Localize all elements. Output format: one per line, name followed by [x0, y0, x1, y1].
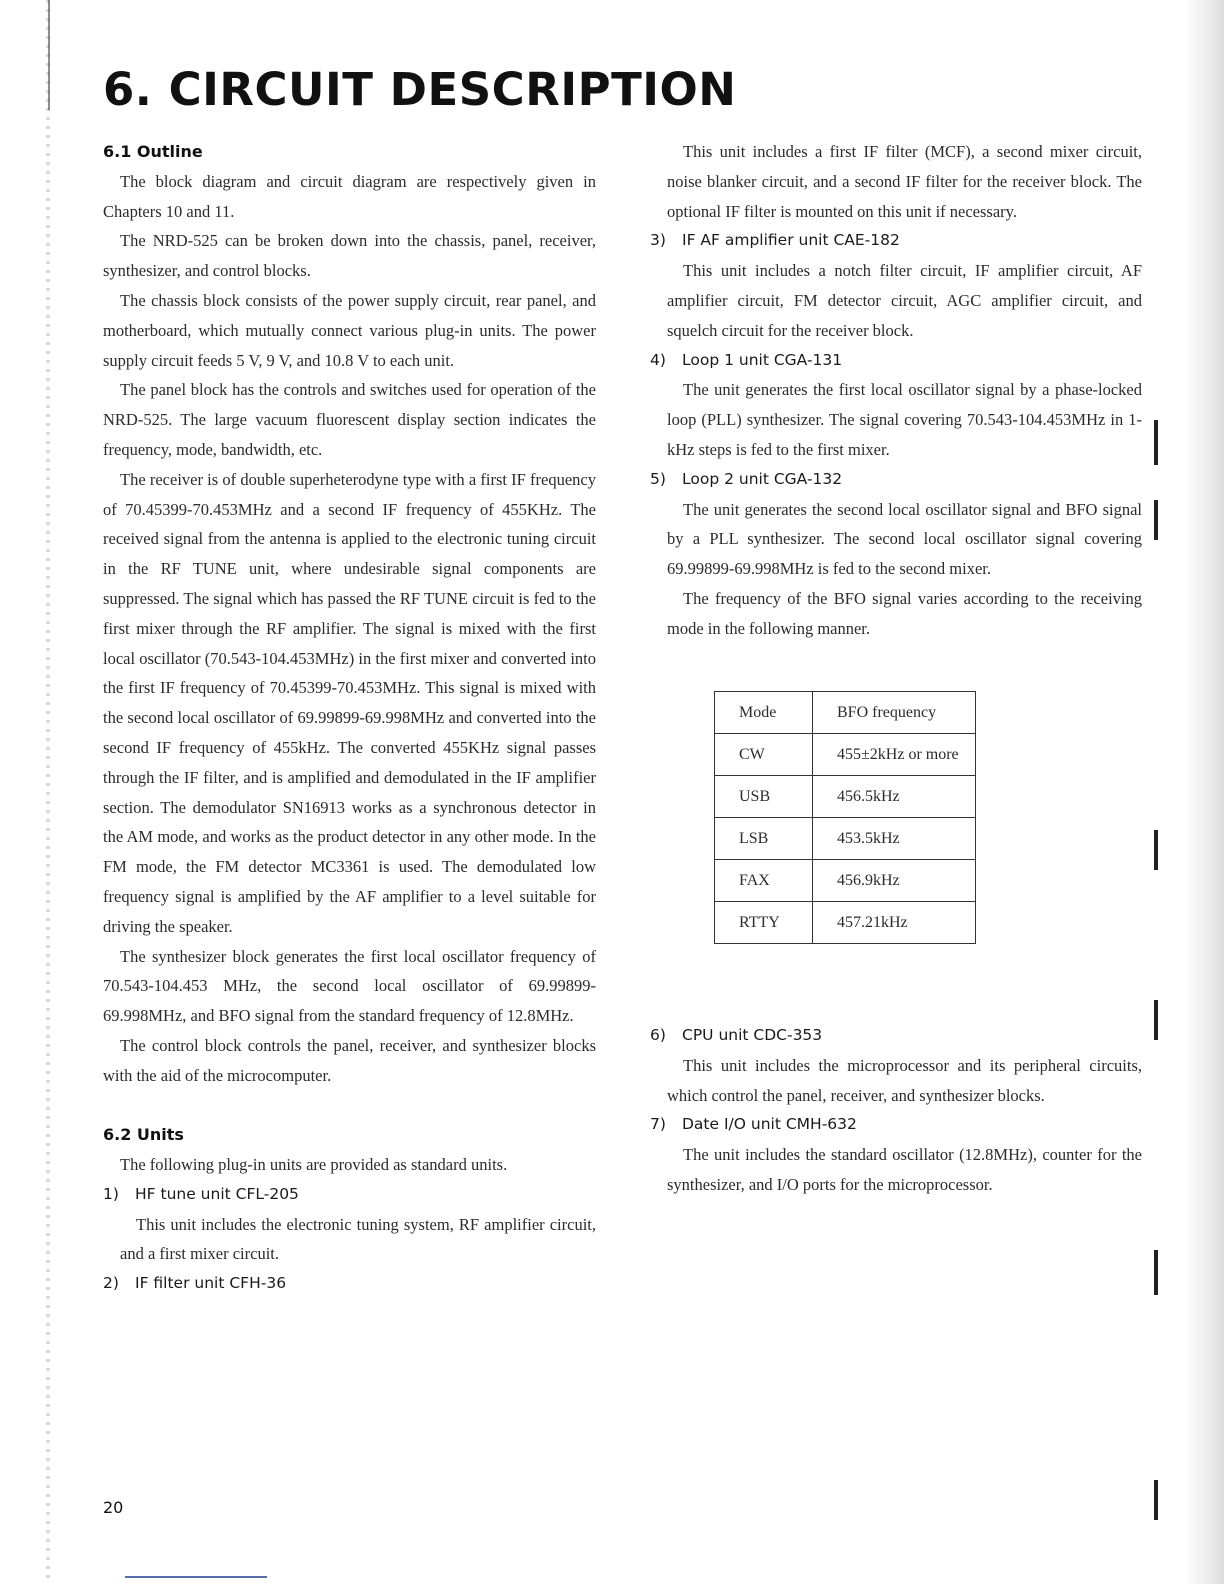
section-heading-units: 6.2 Units [103, 1125, 184, 1145]
unit-name: Loop 1 unit CGA-131 [682, 350, 843, 369]
paragraph: The panel block has the controls and switches used for operation of the NRD-525. The large vacuum fluorescent display section indicates the frequency, mode, bandwidth, etc. [103, 380, 596, 459]
unit-number: 3) [650, 231, 666, 250]
unit-number: 4) [650, 350, 666, 369]
table-header-row [715, 692, 976, 734]
unit-description: The unit generates the first local oscillator signal by a phase-locked loop (PLL) synthesizer. The signal covering 70.543-104.453MHz in 1-kHz steps is fed to the first mixer. [667, 380, 1142, 459]
unit-number: 2) [103, 1274, 119, 1293]
unit-name: IF filter unit CFH-36 [135, 1274, 287, 1293]
scan-shadow-right [1134, 0, 1224, 1584]
left-column [103, 137, 596, 1299]
paragraph: The following plug-in units are provided as standard units. [120, 1155, 508, 1175]
paragraph: The chassis block consists of the power supply circuit, rear panel, and motherboard, which mutually connect various plug-in units. The power supply circuit feeds 5 V, 9 V, and 10.8 V to each unit. [103, 290, 596, 370]
unit-name: Loop 2 unit CGA-132 [682, 469, 843, 488]
paragraph: The receiver is of double superheterodyne type with a first IF frequency of 70.45399-70.453MHz and a second IF frequency of 455KHz. The received signal from the antenna is applied to the electronic tuning circuit in the RF TUNE unit, where undesirable signal components are suppressed. The signal which has passed the RF TUNE circuit is fed to the first mixer through the RF amplifier. The signal is mixed with the first local oscillator (70.543-104.453MHz) in the first mixer and converted into the first IF frequency of 70.45399-70.453MHz. This signal is mixed with the second local oscillator of 69.99899-69.998MHz and converted into the second IF frequency of 455kHz. The converted 455KHz signal passes through the IF filter, and is amplified and demodulated in the IF amplifier section. The demodulator SN16913 works as a synchronous detector in the AM mode, and works as the product detector in any other mode. In the FM mode, the FM detector MC3361 is used. The demodulated low frequency signal is amplified by the AF amplifier to a level suitable for driving the speaker. [103, 469, 596, 936]
right-column [650, 137, 1142, 644]
unit-title [103, 1269, 596, 1299]
unit-name: HF tune unit CFL-205 [135, 1184, 299, 1203]
unit-number: 5) [650, 469, 666, 488]
table-cell-mode: FAX [715, 860, 813, 902]
scan-mark-right [1154, 1480, 1158, 1520]
scan-mark-right [1154, 1250, 1158, 1295]
scan-mark-right [1154, 420, 1158, 465]
unit-description: This unit includes the microprocessor and its peripheral circuits, which control the panel, receiver, and synthesizer blocks. [667, 1055, 1142, 1105]
scan-mark-right [1154, 830, 1158, 870]
table-header-bfo: BFO frequency [813, 692, 976, 734]
scan-edge-left [46, 0, 50, 1584]
unit-title [650, 226, 1142, 256]
unit-title [650, 465, 1142, 495]
paragraph: The control block controls the panel, receiver, and synthesizer blocks with the aid of the microcomputer. [103, 1035, 596, 1085]
table-cell-bfo: 457.21kHz [813, 902, 976, 944]
scan-mark-right [1154, 1000, 1158, 1040]
unit-description: The frequency of the BFO signal varies according to the receiving mode in the following manner. [667, 588, 1142, 638]
table-row [715, 860, 976, 902]
page-title: 6. CIRCUIT DESCRIPTION [103, 63, 737, 116]
section-heading-outline: 6.1 Outline [103, 142, 203, 161]
table-cell-bfo: 456.9kHz [813, 860, 976, 902]
unit-description: This unit includes a notch filter circuit, IF amplifier circuit, AF amplifier circuit, FM detector circuit, AGC amplifier circuit, and squelch circuit for the receiver block. [667, 261, 1142, 340]
table-cell-mode: RTTY [715, 902, 813, 944]
unit-title [650, 1021, 1142, 1051]
table-cell-mode: USB [715, 776, 813, 818]
paragraph: The synthesizer block generates the first local oscillator frequency of 70.543-104.453 MHz, the second local oscillator of 69.99899-69.998MHz, and BFO signal from the standard frequency of 12.8MHz. [103, 946, 596, 1026]
bfo-frequency-table [714, 691, 976, 944]
unit-number: 6) [650, 1026, 666, 1044]
table-row [715, 776, 976, 818]
unit-name: Date I/O unit CMH-632 [682, 1115, 857, 1134]
scan-mark-left [48, 0, 50, 110]
unit-description: This unit includes a first IF filter (MCF), a second mixer circuit, noise blanker circuit, and a second IF filter for the receiver block. The optional IF filter is mounted on this unit if necessary. [667, 142, 1142, 221]
page-number: 20 [103, 1498, 124, 1517]
bottom-link-line [125, 1576, 267, 1578]
unit-name: IF AF amplifier unit CAE-182 [682, 231, 900, 250]
unit-description: This unit includes the electronic tuning system, RF amplifier circuit, and a first mixer circuit. [120, 1214, 596, 1264]
table-header-mode: Mode [715, 692, 813, 734]
table-cell-mode: LSB [715, 818, 813, 860]
unit-number: 7) [650, 1115, 666, 1134]
unit-title [650, 346, 1142, 376]
table-cell-mode: CW [715, 734, 813, 776]
table-row [715, 734, 976, 776]
table-cell-bfo: 453.5kHz [813, 818, 976, 860]
right-column-lower [650, 1021, 1142, 1200]
unit-title [103, 1180, 596, 1210]
table-row [715, 902, 976, 944]
scan-mark-right [1154, 500, 1158, 540]
unit-title [650, 1110, 1142, 1140]
table-cell-bfo: 455±2kHz or more [813, 734, 976, 776]
unit-description: The unit generates the second local oscillator signal and BFO signal by a PLL synthesizer. The second local oscillator signal covering 69.99899-69.998MHz is fed to the second mixer. [667, 499, 1142, 579]
unit-description: The unit includes the standard oscillator (12.8MHz), counter for the synthesizer, and I/O ports for the microprocessor. [667, 1145, 1142, 1194]
unit-name: CPU unit CDC-353 [682, 1026, 823, 1044]
paragraph: The NRD-525 can be broken down into the chassis, panel, receiver, synthesizer, and control blocks. [103, 231, 596, 281]
paragraph: The block diagram and circuit diagram are respectively given in Chapters 10 and 11. [103, 171, 596, 221]
unit-number: 1) [103, 1184, 119, 1203]
table-row [715, 818, 976, 860]
table-cell-bfo: 456.5kHz [813, 776, 976, 818]
